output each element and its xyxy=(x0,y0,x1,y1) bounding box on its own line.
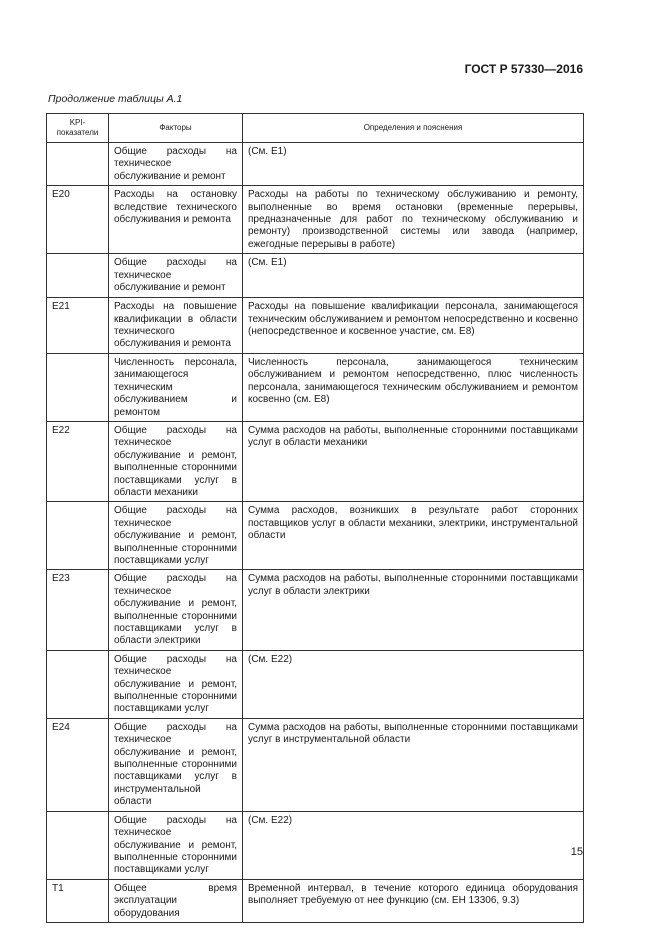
table-row xyxy=(47,570,584,650)
factor-cell: Общие расходы на техническое обслуживание и ремонт, выполненные сторонними поставщиками услуг в инструментальной области xyxy=(109,718,243,811)
factor-cell: Общие расходы на техническое обслуживание и ремонт xyxy=(109,143,243,186)
kpi-cell: Е24 xyxy=(47,718,109,811)
factor-cell: Численность персонала, занимающегося техническим обслуживанием и ремонтом xyxy=(109,353,243,421)
kpi-cell xyxy=(47,502,109,570)
kpi-cell xyxy=(47,650,109,718)
definition-cell: Временной интервал, в течение которого единица оборудования выполняет требуемую от нее функцию (см. ЕН 13306, 9.3) xyxy=(243,879,584,922)
table-row xyxy=(47,353,584,421)
kpi-cell xyxy=(47,143,109,186)
column-header-definitions: Определения и пояснения xyxy=(243,114,584,143)
definition-cell: (См. Е22) xyxy=(243,650,584,718)
table-row xyxy=(47,186,584,254)
definition-cell: Сумма расходов на работы, выполненные сторонними поставщиками услуг в инструментальной области xyxy=(243,718,584,811)
column-header-factors: Факторы xyxy=(109,114,243,143)
definition-cell: Сумма расходов, возникших в результате работ сторонних поставщиков услуг в области механики, электрики, инструментальной области xyxy=(243,502,584,570)
table-header xyxy=(47,114,584,143)
table-body xyxy=(47,143,584,923)
kpi-cell: Т1 xyxy=(47,879,109,922)
document-standard-code: ГОСТ Р 57330—2016 xyxy=(464,62,583,76)
table-row xyxy=(47,143,584,186)
factor-cell: Общие расходы на техническое обслуживание и ремонт xyxy=(109,254,243,298)
table-header-row xyxy=(47,114,584,143)
table-row xyxy=(47,811,584,879)
factor-cell: Общие расходы на техническое обслуживание и ремонт, выполненные сторонними поставщиками услуг в области электрики xyxy=(109,570,243,650)
page-number: 15 xyxy=(570,846,583,858)
kpi-cell: Е20 xyxy=(47,186,109,254)
definition-cell: (См. Е1) xyxy=(243,254,584,298)
kpi-table xyxy=(46,113,584,923)
table-row xyxy=(47,879,584,922)
kpi-cell: Е21 xyxy=(47,298,109,354)
kpi-cell: Е22 xyxy=(47,421,109,501)
factor-cell: Общие расходы на техническое обслуживание и ремонт, выполненные сторонними поставщиками услуг в области механики xyxy=(109,421,243,501)
table-caption: Продолжение таблицы А.1 xyxy=(48,93,183,105)
factor-cell: Общие расходы на техническое обслуживание и ремонт, выполненные сторонними поставщиками услуг xyxy=(109,502,243,570)
definition-cell: Расходы на работы по техническому обслуживанию и ремонту, выполненные во время остановки (временные перерывы, предназначенные для работ по техническому обслуживанию и ремонту) производственной системы или завода (например, ежегодные перерывы в работе) xyxy=(243,186,584,254)
definition-cell: Численность персонала, занимающегося техническим обслуживанием и ремонтом непосредственно, плюс численность персонала, занимающегося техническим обслуживанием и ремонтом косвенно (см. Е8) xyxy=(243,353,584,421)
kpi-cell xyxy=(47,811,109,879)
table-row xyxy=(47,650,584,718)
factor-cell: Общее время эксплуатации оборудования xyxy=(109,879,243,922)
definition-cell: Сумма расходов на работы, выполненные сторонними поставщиками услуг в области механики xyxy=(243,421,584,501)
factor-cell: Расходы на повышение квалификации в области технического обслуживания и ремонта xyxy=(109,298,243,354)
definition-cell: (См. Е22) xyxy=(243,811,584,879)
kpi-cell xyxy=(47,353,109,421)
table-row xyxy=(47,502,584,570)
table-row xyxy=(47,718,584,811)
column-header-kpi: KPI-показатели xyxy=(47,114,109,143)
table-row xyxy=(47,421,584,501)
kpi-cell: Е23 xyxy=(47,570,109,650)
definition-cell: Сумма расходов на работы, выполненные сторонними поставщиками услуг в области электрики xyxy=(243,570,584,650)
factor-cell: Общие расходы на техническое обслуживание и ремонт, выполненные сторонними поставщиками услуг xyxy=(109,650,243,718)
definition-cell: Расходы на повышение квалификации персонала, занимающегося техническим обслуживанием и ремонтом непосредственно и косвенно (непосредственное и косвенное участие, см. Е8) xyxy=(243,298,584,354)
factor-cell: Общие расходы на техническое обслуживание и ремонт, выполненные сторонними поставщиками услуг xyxy=(109,811,243,879)
definition-cell: (См. Е1) xyxy=(243,143,584,186)
factor-cell: Расходы на остановку вследствие технического обслуживания и ремонта xyxy=(109,186,243,254)
table-row xyxy=(47,254,584,298)
kpi-cell xyxy=(47,254,109,298)
table-row xyxy=(47,298,584,354)
